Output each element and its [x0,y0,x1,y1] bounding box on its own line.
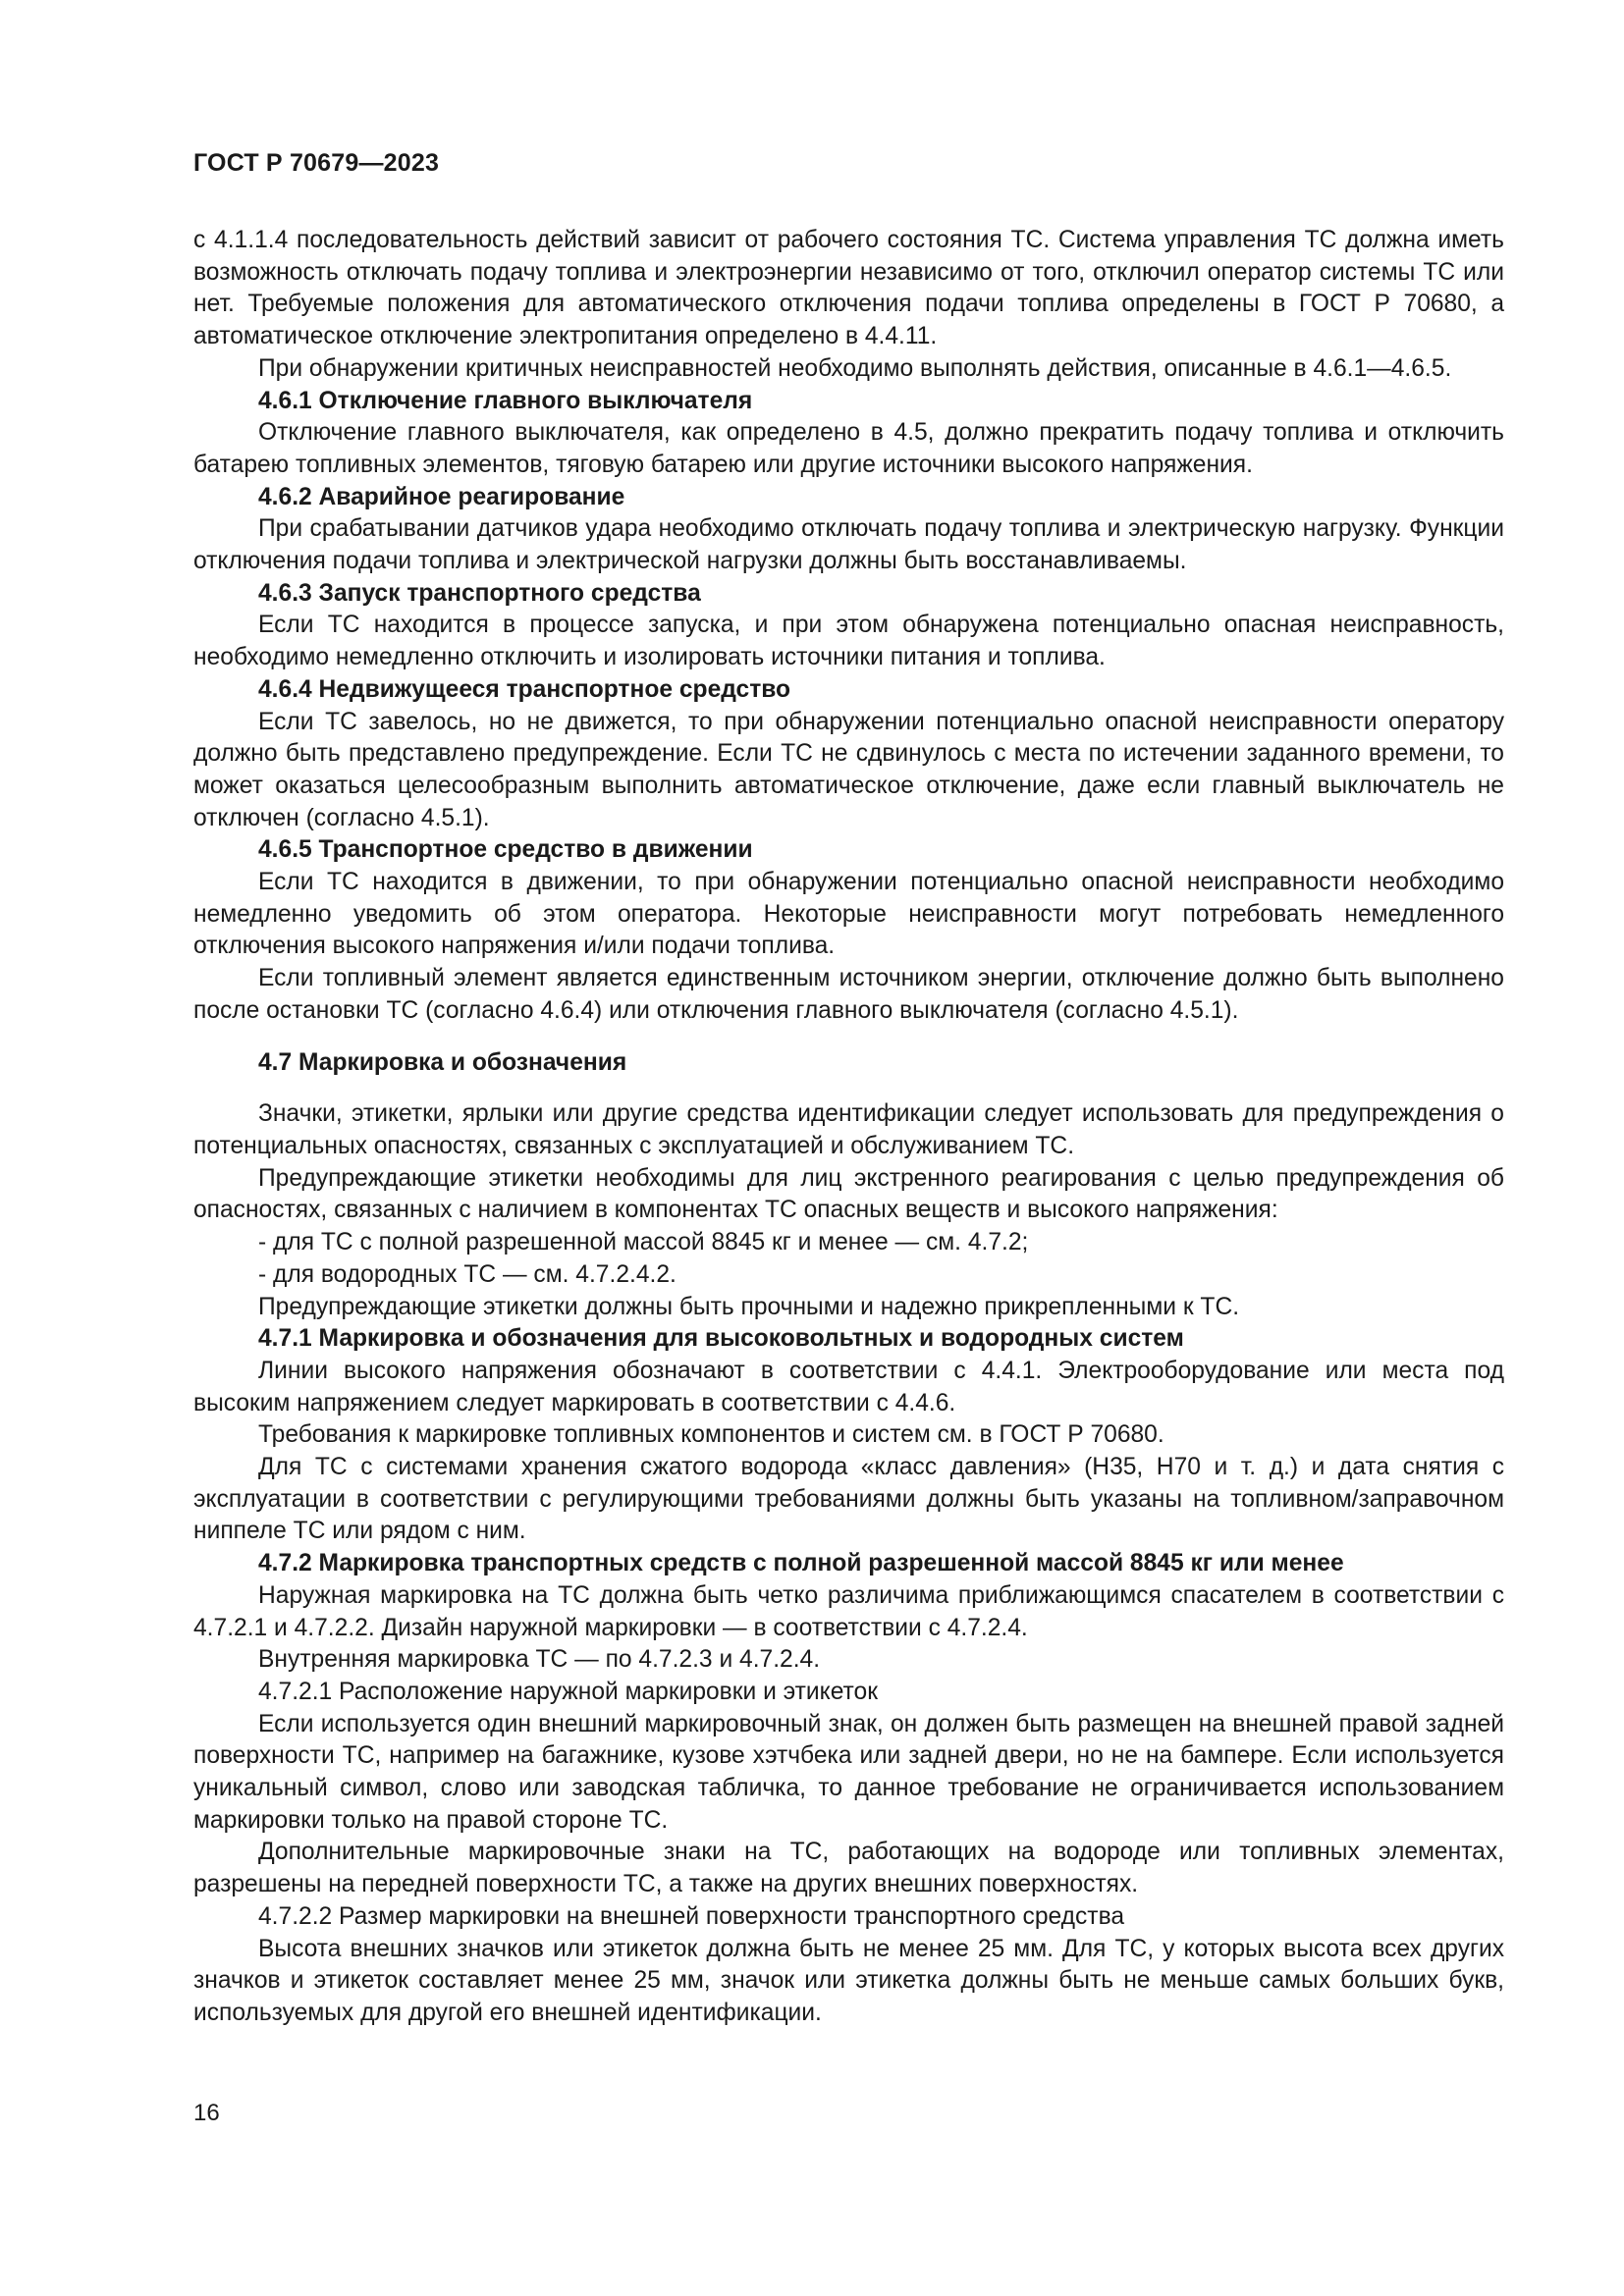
paragraph: Для ТС с системами хранения сжатого водорода «класс давления» (Н35, Н70 и т. д.) и дата снятия с эксплуатации в соответствии с регулирующими требованиями должны быть указаны на топливном/заправочном ниппеле ТС или рядом с ним. [193,1454,1504,1545]
paragraph: Внутренняя маркировка ТС — по 4.7.2.3 и 4.7.2.4. [258,1646,821,1674]
paragraph: Линии высокого напряжения обозначают в соответствии с 4.4.1. Электрооборудование или места под высоким напряжением следует маркировать в соответствии с 4.4.6. [193,1357,1504,1416]
subsection-heading: 4.7.1 Маркировка и обозначения для высоковольтных и водородных систем [258,1325,1184,1353]
paragraph: Если ТС завелось, но не движется, то при обнаружении потенциально опасной неисправности оператору должно быть представлено предупреждение. Если ТС не сдвинулось с места по истечении заданного времени, то может оказаться целесообразным выполнить автоматическое отключение, даже если главный выключатель не отключен (согласно 4.5.1). [193,708,1504,831]
paragraph: Предупреждающие этикетки должны быть прочными и надежно прикрепленными к ТС. [258,1293,1240,1320]
paragraph: Отключение главного выключателя, как определено в 4.5, должно прекратить подачу топлива и отключить батарею топливных элементов, тяговую батарею или другие источники высокого напряжения. [193,419,1504,478]
paragraph: Значки, этикетки, ярлыки или другие средства идентификации следует использовать для предупреждения о потенциальных опасностях, связанных с эксплуатацией и обслуживанием ТС. [193,1100,1504,1159]
clause-title: 4.7.2.2 Размер маркировки на внешней поверхности транспортного средства [258,1902,1125,1930]
paragraph: Если используется один внешний маркировочный знак, он должен быть размещен на внешней правой задней поверхности ТС, например на багажнике, кузове хэтчбека или задней двери, но не на бампере. Если используется уникальный символ, слово или заводская табличка, то данное требование не ограничивается использованием маркировки только на правой стороне ТС. [193,1710,1504,1834]
section-heading: 4.7 Маркировка и обозначения [258,1048,627,1076]
list-item: - для ТС с полной разрешенной массой 8845 кг и менее — см. 4.7.2; [258,1229,1029,1256]
list-item: - для водородных ТС — см. 4.7.2.4.2. [258,1260,677,1288]
page-number: 16 [193,2100,220,2126]
document-body [193,225,1504,2030]
subsection-heading: 4.7.2 Маркировка транспортных средств с полной разрешенной массой 8845 кг или менее [258,1550,1344,1577]
paragraph: Если топливный элемент является единственным источником энергии, отключение должно быть выполнено после остановки ТС (согласно 4.6.4) или отключения главного выключателя (согласно 4.5.1). [193,965,1504,1024]
paragraph: с 4.1.1.4 последовательность действий зависит от рабочего состояния ТС. Система управления ТС должна иметь возможность отключать подачу топлива и электроэнергии независимо от того, отключил оператор системы ТС или нет. Требуемые положения для автоматического отключения подачи топлива определены в ГОСТ Р 70680, а автоматическое отключение электропитания определено в 4.4.11. [193,227,1504,350]
subsection-heading: 4.6.3 Запуск транспортного средства [258,579,701,607]
subsection-heading: 4.6.4 Недвижущееся транспортное средство [258,675,791,703]
paragraph: Наружная маркировка на ТС должна быть четко различима приближающимся спасателем в соответствии с 4.7.2.1 и 4.7.2.2. Дизайн наружной маркировки — в соответствии с 4.7.2.4. [193,1581,1504,1641]
subsection-heading: 4.6.5 Транспортное средство в движении [258,836,753,864]
subsection-heading: 4.6.2 Аварийное реагирование [258,483,625,510]
clause-title: 4.7.2.1 Расположение наружной маркировки и этикеток [258,1678,878,1705]
paragraph: При обнаружении критичных неисправностей необходимо выполнять действия, описанные в 4.6.1—4.6.5. [258,354,1452,382]
paragraph: Предупреждающие этикетки необходимы для лиц экстренного реагирования с целью предупреждения об опасностях, связанных с наличием в компонентах ТС опасных веществ и высокого напряжения: [193,1164,1504,1224]
paragraph: При срабатывании датчиков удара необходимо отключать подачу топлива и электрическую нагрузку. Функции отключения подачи топлива и электрической нагрузки должны быть восстанавливаемы. [193,515,1504,575]
standard-designation: ГОСТ Р 70679—2023 [193,149,440,177]
paragraph: Требования к маркировке топливных компонентов и систем см. в ГОСТ Р 70680. [258,1421,1164,1449]
paragraph: Если ТС находится в процессе запуска, и при этом обнаружена потенциально опасная неисправность, необходимо немедленно отключить и изолировать источники питания и топлива. [193,612,1504,671]
paragraph: Если ТС находится в движении, то при обнаружении потенциально опасной неисправности необходимо немедленно уведомить об этом оператора. Некоторые неисправности могут потребовать немедленного отключения высокого напряжения и/или подачи топлива. [193,869,1504,960]
paragraph: Высота внешних значков или этикеток должна быть не менее 25 мм. Для ТС, у которых высота всех других значков и этикеток составляет менее 25 мм, значок или этикетка должны быть не меньше самых больших букв, используемых для другой его внешней идентификации. [193,1935,1504,2026]
paragraph: Дополнительные маркировочные знаки на ТС, работающих на водороде или топливных элементах, разрешены на передней поверхности ТС, а также на других внешних поверхностях. [193,1839,1504,1898]
subsection-heading: 4.6.1 Отключение главного выключателя [258,387,753,414]
